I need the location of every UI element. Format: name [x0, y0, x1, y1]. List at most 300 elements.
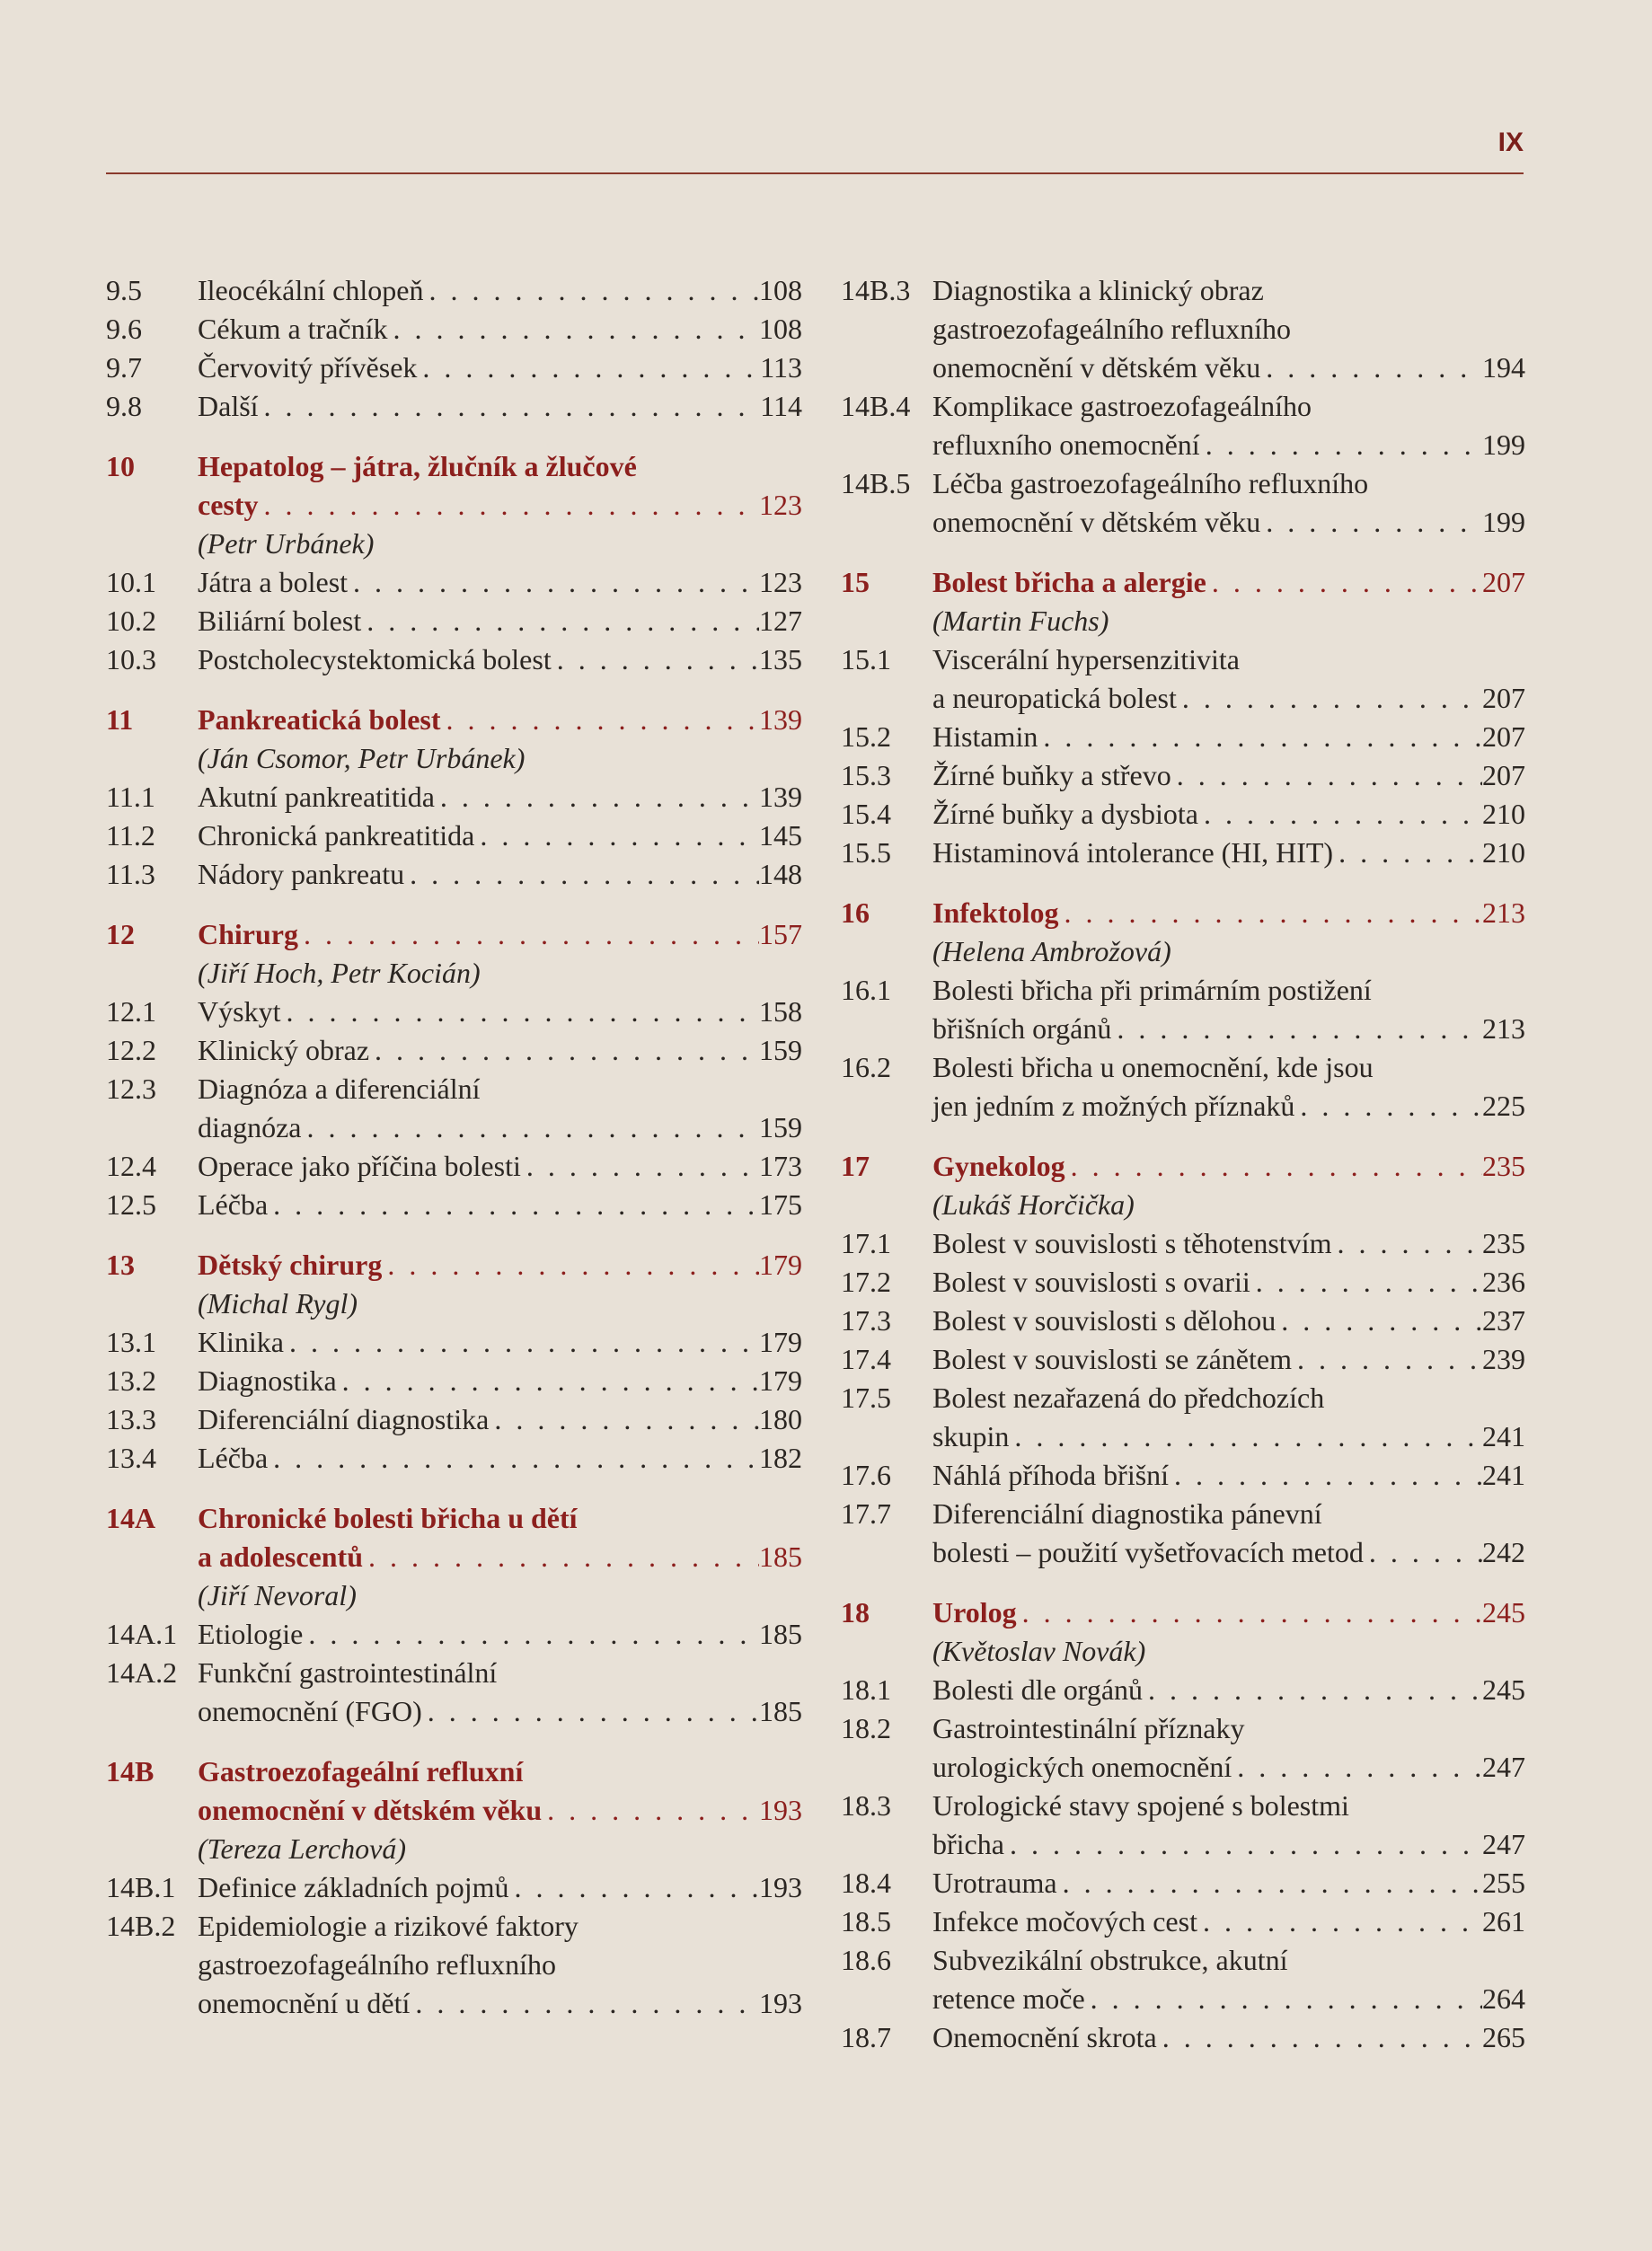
toc-entry-body [198, 1830, 802, 1868]
toc-dot-leader [1157, 2018, 1482, 2057]
toc-entry [106, 1907, 802, 2023]
toc-entry-number: 11 [106, 703, 134, 736]
toc-entry-line [932, 271, 1525, 310]
toc-entry-title: Chronická pankreatitida [198, 819, 475, 852]
toc-entry-line [932, 1302, 1525, 1340]
toc-entry-body [932, 1941, 1525, 2018]
toc-entry-title: Histamin [932, 720, 1038, 753]
toc-entry-title: Histaminová intolerance (HI, HIT) [932, 836, 1334, 869]
toc-entry-line [932, 310, 1525, 349]
toc-page-number: 185 [759, 1695, 802, 1727]
toc-page-number: 114 [760, 390, 802, 422]
toc-entry-number: 14B.3 [841, 274, 911, 306]
toc-entry-title: Infektolog [932, 896, 1059, 929]
toc-page-number: 261 [1482, 1905, 1525, 1938]
toc-entry-body [932, 894, 1525, 932]
toc-entry-number: 14B.2 [106, 1910, 176, 1942]
toc-entry-number: 17.1 [841, 1227, 891, 1259]
toc-entry-line [932, 932, 1525, 971]
toc-entry-line [932, 971, 1525, 1010]
toc-entry-title: Chirurg [198, 918, 298, 950]
toc-entry-body [198, 602, 802, 640]
toc-entry-title: Žírné buňky a dysbiota [932, 798, 1198, 830]
toc-entry-line [198, 1246, 802, 1284]
toc-entry-body [198, 1752, 802, 1830]
toc-entry-title: Infekce močových cest [932, 1905, 1197, 1938]
toc-entry-body [198, 954, 802, 993]
toc-entry-title: onemocnění u dětí [198, 1987, 411, 2019]
toc-entry [841, 1224, 1525, 1263]
toc-page-number: 194 [1482, 351, 1525, 384]
toc-dot-leader [435, 778, 759, 817]
toc-entry-line [198, 1692, 802, 1731]
toc-entry-number: 17 [841, 1150, 870, 1182]
toc-entry-line [932, 1864, 1525, 1902]
toc-entry [841, 1902, 1525, 1941]
toc-author-name: (Michal Rygl) [198, 1287, 358, 1320]
toc-entry-body [932, 1902, 1525, 1941]
toc-entry-title: Definice základních pojmů [198, 1871, 509, 1903]
toc-entry-number: 18.7 [841, 2021, 891, 2053]
toc-page-number: 148 [759, 858, 802, 890]
toc-entry-body [198, 447, 802, 525]
toc-entry-number: 14A.1 [106, 1618, 178, 1650]
toc-entry-line [198, 1654, 802, 1692]
toc-entry-body [932, 756, 1525, 795]
toc-entry-number: 14B.5 [841, 467, 911, 499]
toc-entry-number: 18.1 [841, 1673, 891, 1706]
toc-entry-title: Bolest v souvislosti se zánětem [932, 1343, 1292, 1375]
toc-author-line [106, 525, 802, 563]
toc-entry-line [198, 778, 802, 817]
toc-dot-leader [1232, 1748, 1482, 1787]
toc-author-line [106, 1284, 802, 1323]
toc-entry-body [198, 1400, 802, 1439]
toc-entry-title: skupin [932, 1420, 1010, 1452]
toc-entry-title: Funkční gastrointestinální [198, 1656, 498, 1689]
toc-entry [841, 795, 1525, 834]
toc-entry-body [198, 387, 802, 426]
toc-entry-title: Diagnostika [198, 1364, 337, 1397]
toc-entry-line [198, 739, 802, 778]
toc-dot-leader [1017, 1593, 1482, 1632]
toc-entry-title: Hepatolog – játra, žlučník a žlučové [198, 450, 637, 482]
toc-dot-leader [284, 1323, 759, 1362]
toc-entry-number: 12 [106, 918, 135, 950]
toc-entry-number: 18.4 [841, 1867, 891, 1899]
toc-dot-leader [1206, 563, 1482, 602]
toc-entry [841, 2018, 1525, 2057]
toc-entry-title: Akutní pankreatitida [198, 781, 435, 813]
toc-entry [106, 993, 802, 1031]
toc-page-number: 123 [759, 489, 802, 521]
toc-dot-leader [404, 855, 759, 894]
toc-entry-body [198, 778, 802, 817]
toc-page-number: 182 [759, 1442, 802, 1474]
toc-entry-line [932, 1533, 1525, 1572]
toc-page-number: 213 [1482, 1012, 1525, 1045]
toc-entry-line [932, 894, 1525, 932]
toc-entry-number: 15.3 [841, 759, 891, 791]
toc-author-line [106, 1576, 802, 1615]
toc-entry-line [932, 1825, 1525, 1864]
toc-entry-number: 10.1 [106, 566, 156, 598]
toc-entry-title: Gastroezofageální refluxní [198, 1755, 524, 1788]
toc-entry-line [198, 563, 802, 602]
toc-dot-leader [387, 310, 759, 349]
toc-entry-line [198, 1362, 802, 1400]
toc-entry-title: Léčba [198, 1442, 269, 1474]
toc-entry-title: Diferenciální diagnostika [198, 1403, 490, 1435]
toc-entry-body [932, 932, 1525, 971]
toc-entry-line [932, 756, 1525, 795]
toc-entry [841, 1941, 1525, 2018]
toc-dot-leader [1276, 1302, 1482, 1340]
toc-dot-leader [1143, 1671, 1482, 1709]
toc-dot-leader [1038, 718, 1482, 756]
toc-entry-line [932, 1632, 1525, 1671]
toc-entry-body [932, 1048, 1525, 1126]
toc-entry [841, 1671, 1525, 1709]
toc-entry-line [198, 1070, 802, 1108]
toc-entry-title: Diferenciální diagnostika pánevní [932, 1497, 1322, 1530]
toc-page-number: 185 [759, 1540, 802, 1573]
toc-page-number: 207 [1482, 720, 1525, 753]
toc-entry-number: 9.8 [106, 390, 142, 422]
toc-entry-line [198, 387, 802, 426]
toc-entry-line [932, 602, 1525, 640]
toc-entry-number: 13.2 [106, 1364, 156, 1397]
toc-entry-body [198, 1070, 802, 1147]
toc-dot-leader [542, 1791, 759, 1830]
toc-dot-leader [1111, 1010, 1482, 1048]
toc-author-name: (Jiří Nevoral) [198, 1579, 357, 1611]
toc-entry-title: Dětský chirurg [198, 1249, 383, 1281]
toc-entry-body [932, 563, 1525, 602]
toc-entry-line [198, 1791, 802, 1830]
toc-entry-body [932, 1456, 1525, 1495]
toc-entry-number: 9.5 [106, 274, 142, 306]
toc-page-number: 135 [759, 643, 802, 675]
toc-entry-body [198, 915, 802, 954]
toc-entry-title: Ileocékální chlopeň [198, 274, 424, 306]
toc-entry-line [932, 1224, 1525, 1263]
toc-entry-title: Klinika [198, 1326, 284, 1358]
toc-entry [841, 834, 1525, 872]
toc-entry [841, 1787, 1525, 1864]
toc-entry-line [932, 718, 1525, 756]
toc-entry-line [932, 1980, 1525, 2018]
toc-entry-number: 16.1 [841, 974, 891, 1006]
toc-entry [106, 817, 802, 855]
toc-entry-title: onemocnění (FGO) [198, 1695, 422, 1727]
toc-entry-body [932, 1671, 1525, 1709]
toc-entry-line [932, 1748, 1525, 1787]
toc-entry-body [932, 1379, 1525, 1456]
toc-entry-body [198, 525, 802, 563]
toc-chapter-entry [106, 1752, 802, 1830]
toc-entry-line [198, 1907, 802, 1946]
toc-entry [106, 778, 802, 817]
toc-page-number: 145 [759, 819, 802, 852]
toc-entry-number: 10 [106, 450, 135, 482]
toc-entry-number: 13.3 [106, 1403, 156, 1435]
toc-entry-body [198, 739, 802, 778]
toc-entry-body [198, 640, 802, 679]
toc-entry-title: gastroezofageálního refluxního [198, 1948, 556, 1981]
toc-chapter-entry [106, 1246, 802, 1284]
toc-entry-line [198, 1576, 802, 1615]
toc-entry [106, 1323, 802, 1362]
toc-entry-body [198, 1246, 802, 1284]
toc-page-number: 265 [1482, 2021, 1525, 2053]
toc-page-number: 207 [1482, 566, 1525, 598]
toc-entry-title: Cékum a tračník [198, 313, 388, 345]
toc-entry-line [198, 486, 802, 525]
toc-entry-number: 18.3 [841, 1789, 891, 1822]
toc-entry-number: 9.7 [106, 351, 142, 384]
toc-page-number: 193 [759, 1987, 802, 2019]
toc-entry-title: Bolest břicha a alergie [932, 566, 1206, 598]
toc-entry-line [198, 1615, 802, 1654]
toc-page-number: 247 [1482, 1828, 1525, 1860]
toc-entry [841, 1340, 1525, 1379]
toc-entry-line [932, 349, 1525, 387]
toc-dot-leader [1331, 1224, 1482, 1263]
toc-chapter-entry [106, 447, 802, 525]
toc-entry-body [932, 718, 1525, 756]
toc-page-number: 193 [759, 1871, 802, 1903]
toc-entry-line [932, 503, 1525, 542]
toc-entry [106, 563, 802, 602]
toc-dot-leader [423, 271, 759, 310]
toc-entry [106, 1362, 802, 1400]
toc-entry-line [198, 1868, 802, 1907]
toc-entry-line [198, 1830, 802, 1868]
toc-entry-body [932, 971, 1525, 1048]
toc-entry-number: 18 [841, 1596, 870, 1629]
toc-entry-line [198, 1108, 802, 1147]
toc-entry-title: Nádory pankreatu [198, 858, 405, 890]
toc-author-name: (Ján Csomor, Petr Urbánek) [198, 742, 526, 774]
toc-entry-body [932, 271, 1525, 387]
toc-entry-title: onemocnění v dětském věku [932, 506, 1261, 538]
toc-entry [106, 602, 802, 640]
toc-entry-body [198, 310, 802, 349]
toc-dot-leader [1364, 1533, 1482, 1572]
toc-dot-leader [474, 817, 759, 855]
toc-entry-number: 17.6 [841, 1459, 891, 1491]
toc-entry-body [932, 1632, 1525, 1671]
toc-entry-number: 18.6 [841, 1944, 891, 1976]
toc-entry-line [198, 1752, 802, 1791]
toc-entry-line [932, 1010, 1525, 1048]
toc-entry-number: 12.2 [106, 1034, 156, 1066]
toc-entry-line [198, 1323, 802, 1362]
toc-entry-line [198, 1946, 802, 1984]
toc-entry-line [932, 387, 1525, 426]
toc-entry-title: Žírné buňky a střevo [932, 759, 1171, 791]
toc-page-number: 237 [1482, 1304, 1525, 1337]
toc-page-number: 108 [759, 274, 802, 306]
toc-entry-number: 17.7 [841, 1497, 891, 1530]
toc-dot-leader [1004, 1825, 1482, 1864]
toc-entry-body [932, 834, 1525, 872]
toc-entry-line [932, 1087, 1525, 1126]
toc-page-number: 159 [759, 1034, 802, 1066]
toc-author-line [841, 932, 1525, 971]
toc-entry-body [198, 993, 802, 1031]
toc-entry-title: Viscerální hypersenzitivita [932, 643, 1240, 675]
toc-entry-title: jen jedním z možných příznaků [932, 1090, 1295, 1122]
toc-dot-leader [1171, 756, 1482, 795]
toc-dot-leader [1177, 679, 1482, 718]
toc-entry-number: 14B [106, 1755, 155, 1788]
toc-entry-body [198, 1615, 802, 1654]
toc-entry-line [932, 1456, 1525, 1495]
toc-entry-title: onemocnění v dětském věku [198, 1794, 543, 1826]
toc-entry-line [932, 1671, 1525, 1709]
toc-entry-title: Urolog [932, 1596, 1017, 1629]
toc-dot-leader [1333, 834, 1482, 872]
toc-entry-body [932, 640, 1525, 718]
toc-entry-number: 14B.1 [106, 1871, 176, 1903]
toc-entry-line [198, 954, 802, 993]
toc-dot-leader [337, 1362, 759, 1400]
toc-entry-body [932, 1787, 1525, 1864]
toc-entry [106, 1070, 802, 1147]
toc-dot-leader [1169, 1456, 1482, 1495]
toc-entry-title: Urologické stavy spojené s bolestmi [932, 1789, 1349, 1822]
toc-dot-leader [1260, 349, 1482, 387]
toc-entry-title: gastroezofageálního refluxního [932, 313, 1291, 345]
toc-dot-leader [259, 387, 761, 426]
toc-entry-title: cesty [198, 489, 259, 521]
toc-entry-line [932, 795, 1525, 834]
toc-entry-line [198, 447, 802, 486]
toc-entry [841, 1302, 1525, 1340]
toc-dot-leader [552, 640, 759, 679]
toc-entry-body [932, 1495, 1525, 1572]
toc-dot-leader [369, 1031, 759, 1070]
toc-entry-body [198, 855, 802, 894]
toc-page-number: 113 [760, 351, 802, 384]
toc-entry-number: 11.2 [106, 819, 155, 852]
toc-dot-leader [348, 563, 759, 602]
toc-entry-number: 15.5 [841, 836, 891, 869]
toc-entry-body [198, 563, 802, 602]
toc-entry-title: Výskyt [198, 995, 281, 1028]
toc-entry-body [932, 1864, 1525, 1902]
toc-entry-line [932, 426, 1525, 464]
toc-chapter-entry [841, 1147, 1525, 1186]
toc-entry-title: Klinický obraz [198, 1034, 370, 1066]
toc-page-number: 127 [759, 605, 802, 637]
toc-entry-title: urologických onemocnění [932, 1751, 1232, 1783]
toc-entry-line [198, 1284, 802, 1323]
toc-dot-leader [441, 701, 759, 739]
toc-column-right [841, 271, 1525, 2057]
toc-page-number: 241 [1482, 1420, 1525, 1452]
toc-entry-line [932, 1340, 1525, 1379]
toc-entry-body [932, 795, 1525, 834]
toc-entry-title: Operace jako příčina bolesti [198, 1150, 521, 1182]
toc-entry-title: Další [198, 390, 259, 422]
toc-entry-title: Urotrauma [932, 1867, 1057, 1899]
toc-dot-leader [509, 1868, 759, 1907]
toc-entry-title: Náhlá příhoda břišní [932, 1459, 1170, 1491]
toc-entry-line [932, 1048, 1525, 1087]
toc-dot-leader [1198, 795, 1482, 834]
toc-entry-line [198, 1147, 802, 1186]
toc-entry-line [198, 602, 802, 640]
toc-entry-number: 15.4 [841, 798, 891, 830]
toc-author-name: (Jiří Hoch, Petr Kocián) [198, 957, 481, 989]
toc-entry [841, 640, 1525, 718]
toc-entry-line [932, 640, 1525, 679]
toc-entry-body [198, 1362, 802, 1400]
toc-page-number: 255 [1482, 1867, 1525, 1899]
toc-entry-line [932, 1186, 1525, 1224]
toc-entry-line [198, 701, 802, 739]
toc-entry [841, 1263, 1525, 1302]
toc-entry [841, 756, 1525, 795]
toc-entry [841, 718, 1525, 756]
toc-entry-line [932, 1593, 1525, 1632]
toc-chapter-entry [841, 1593, 1525, 1632]
page-number: IX [1497, 128, 1524, 157]
toc-entry-line [198, 1538, 802, 1576]
toc-dot-leader [259, 486, 759, 525]
toc-dot-leader [280, 993, 759, 1031]
toc-author-line [106, 1830, 802, 1868]
toc-entry-line [932, 2018, 1525, 2057]
toc-entry-number: 16 [841, 896, 870, 929]
toc-page-number: 180 [759, 1403, 802, 1435]
toc-entry-title: Chronické bolesti břicha u dětí [198, 1502, 578, 1534]
toc-dot-leader [298, 915, 759, 954]
toc-entry-line [932, 1417, 1525, 1456]
toc-entry-title: Komplikace gastroezofageálního [932, 390, 1312, 422]
toc-entry-line [932, 1709, 1525, 1748]
toc-page-number: 242 [1482, 1536, 1525, 1568]
toc-column-left [106, 271, 802, 2023]
toc-entry [106, 271, 802, 310]
toc-entry-number: 15 [841, 566, 870, 598]
toc-page-number: 185 [759, 1618, 802, 1650]
toc-chapter-entry [106, 1499, 802, 1576]
toc-entry-number: 10.3 [106, 643, 156, 675]
toc-entry [841, 271, 1525, 387]
toc-dot-leader [363, 1538, 759, 1576]
toc-entry-line [198, 349, 802, 387]
toc-entry-title: Červovitý přívěsek [198, 351, 418, 384]
toc-page-number: 245 [1482, 1673, 1525, 1706]
toc-page-number: 179 [759, 1364, 802, 1397]
toc-entry-title: Bolest nezařazená do předchozích [932, 1381, 1325, 1414]
toc-entry-number: 17.2 [841, 1266, 891, 1298]
toc-page-number: 139 [759, 781, 802, 813]
toc-page-number: 199 [1482, 506, 1525, 538]
toc-entry-body [932, 387, 1525, 464]
toc-entry-number: 11.3 [106, 858, 155, 890]
toc-entry-title: Bolesti dle orgánů [932, 1673, 1144, 1706]
toc-entry-body [198, 349, 802, 387]
toc-entry-body [198, 271, 802, 310]
toc-page-number: 239 [1482, 1343, 1525, 1375]
toc-entry-number: 14B.4 [841, 390, 911, 422]
toc-entry-body [198, 1186, 802, 1224]
